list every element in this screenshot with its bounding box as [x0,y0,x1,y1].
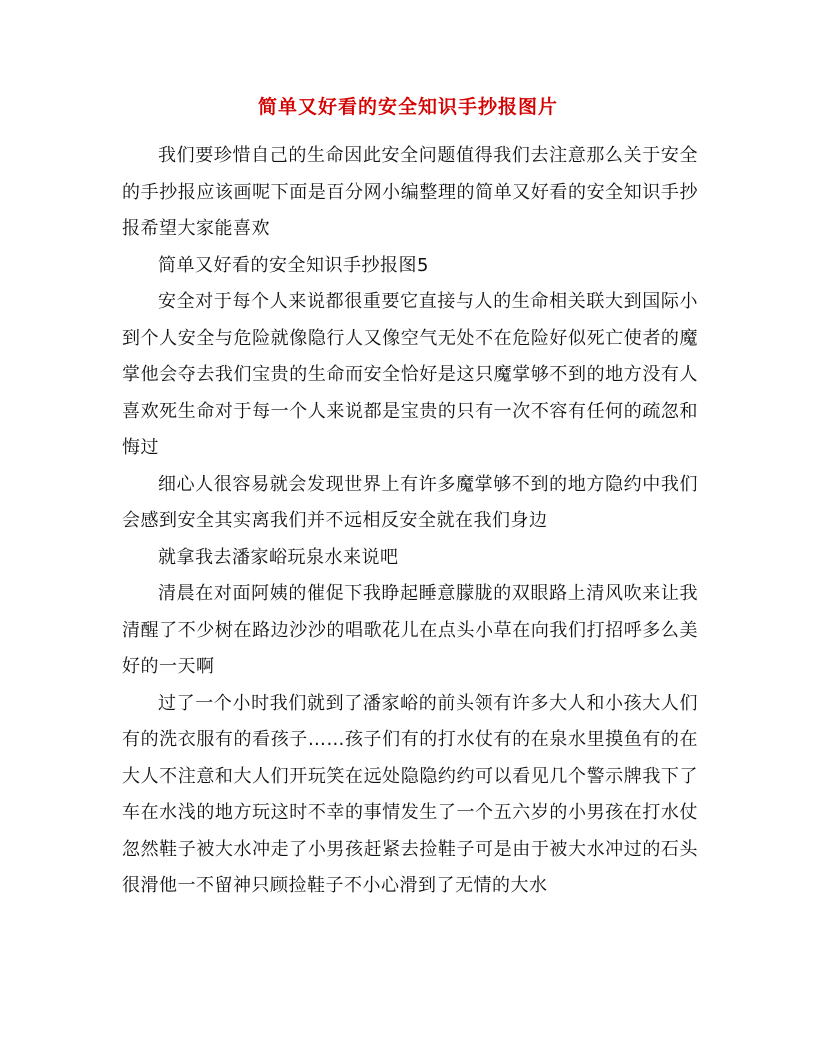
paragraph-safety-importance: 安全对于每个人来说都很重要它直接与人的生命相关联大到国际小到个人安全与危险就像隐行人又像空气无处不在危险好似死亡使者的魔掌他会夺去我们宝贵的生命而安全恰好是这只魔掌够不到的地方没有人喜欢死生命对于每一个人来说都是宝贵的只有一次不容有任何的疏忽和悔过 [122,291,698,458]
paragraph-panjiayu-intro: 就拿我去潘家峪玩泉水来说吧 [158,546,399,568]
paragraph-careful-observer: 细心人很容易就会发现世界上有许多魔掌够不到的地方隐约中我们会感到安全其实离我们并不远相反安全就在我们身边 [122,473,698,531]
paragraph-intro: 我们要珍惜自己的生命因此安全问题值得我们去注意那么关于安全的手抄报应该画呢下面是百分网小编整理的简单又好看的安全知识手抄报希望大家能喜欢 [122,145,698,239]
paragraph-morning: 清晨在对面阿姨的催促下我睁起睡意朦胧的双眼路上清风吹来让我清醒了不少树在路边沙沙的唱歌花儿在点头小草在向我们打招呼多么美好的一天啊 [122,583,698,677]
paragraph-incident: 过了一个小时我们就到了潘家峪的前头领有许多大人和小孩大人们有的洗衣服有的看孩子……孩子们有的打水仗有的在泉水里摸鱼有的在大人不注意和大人们开玩笑在远处隐隐约约可以看见几个警示牌我下了车在水浅的地方玩这时不幸的事情发生了一个五六岁的小男孩在打水仗忽然鞋子被大水冲走了小男孩赶紧去捡鞋子可是由于被大水冲过的石头很滑他一不留神只顾捡鞋子不小心滑到了无情的大水 [122,692,698,896]
document-title: 简单又好看的安全知识手抄报图片 [257,96,558,118]
paragraph-image-caption: 简单又好看的安全知识手抄报图5 [158,254,429,276]
document-body [122,138,698,905]
